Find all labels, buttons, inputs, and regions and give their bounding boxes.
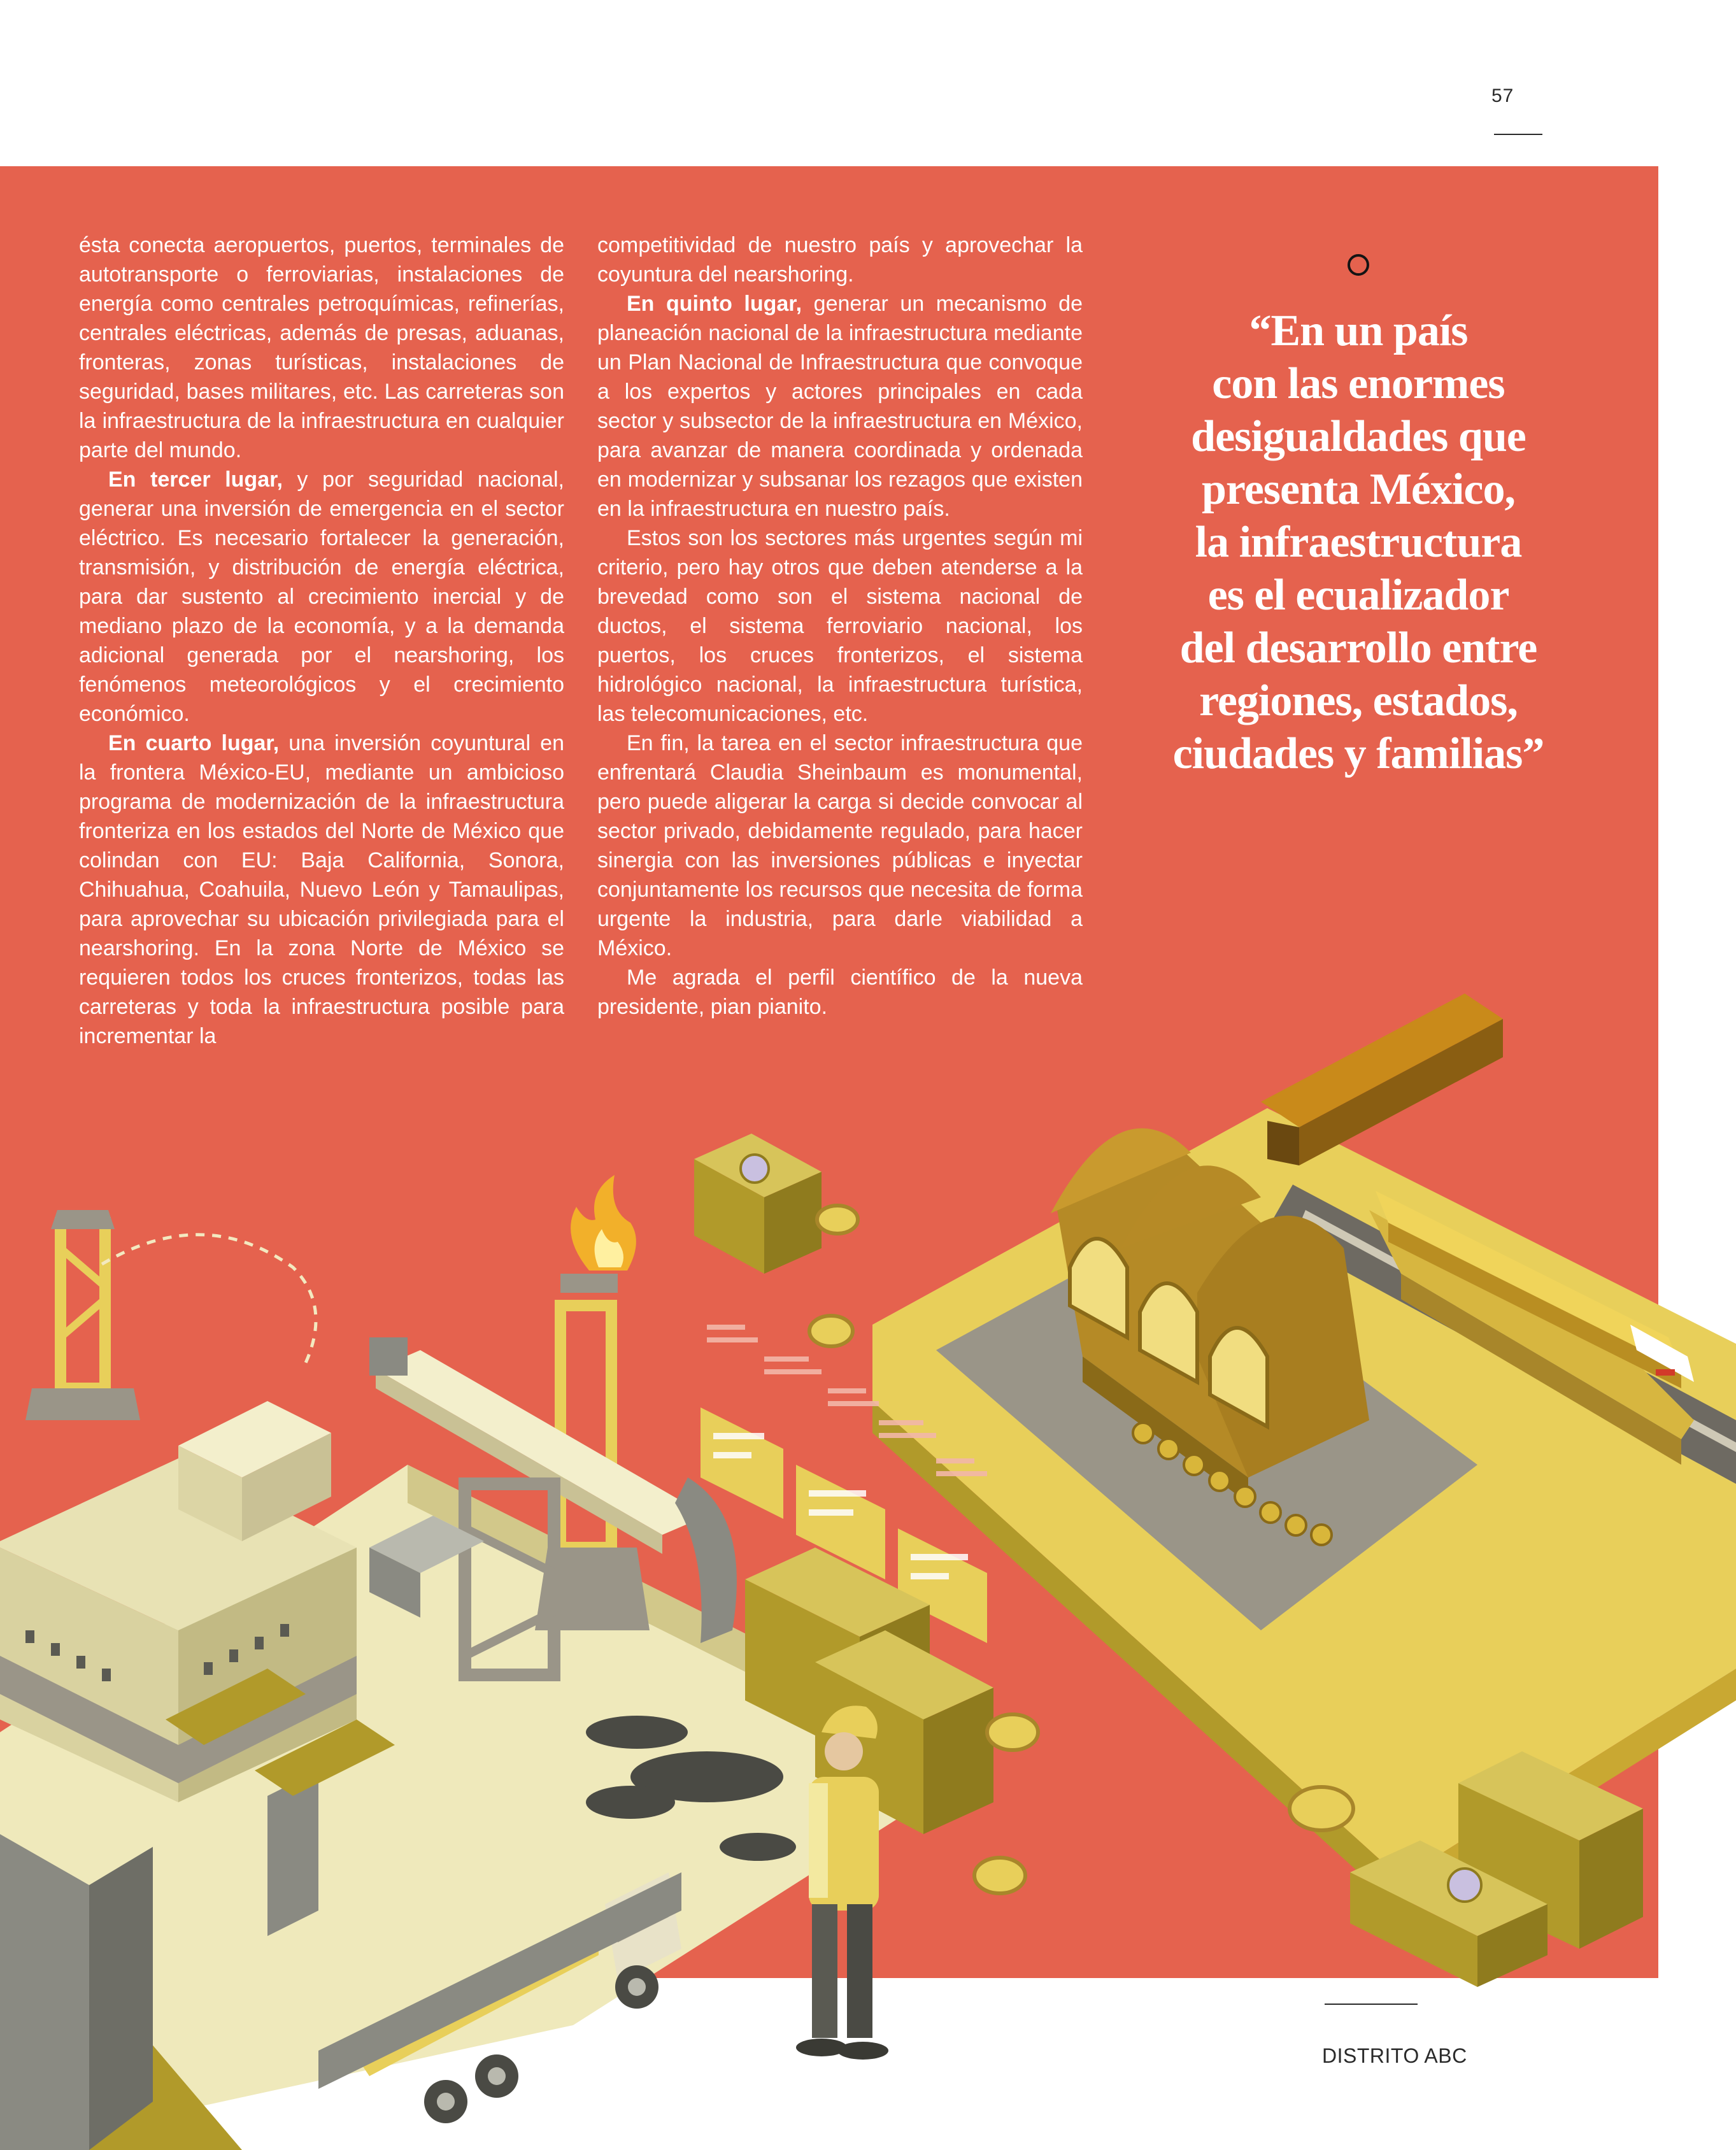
paragraph-lead: En cuarto lugar, — [108, 731, 280, 755]
paragraph: En fin, la tarea en el sector infraestructura que enfrentará Claudia Sheinbaum es monumental, pero puede aligerar la carga si decide convocar al sector privado, debidamente regulado, para hacer sinergia con las inversiones públicas e inyectar conjuntamente los recursos que necesita de forma urgente la industria, para darle viabilidad a México. — [597, 731, 1083, 960]
pull-quote-line: desigualdades que — [1191, 412, 1526, 461]
paragraph: En tercer lugar, y por seguridad nacional, generar una inversión de emergencia en el sector eléctrico. Es necesario fortalecer la generación, transmisión, y distribución de energía eléctrica, para dar sustento al crecimiento inercial y de mediano plazo de la economía, y a la demanda adicional generada por el nearshoring, los fenómenos meteorológicos y el crecimiento económico. — [79, 467, 565, 726]
paragraph: Me agrada el perfil científico de la nueva presidente, pian pianito. — [597, 965, 1083, 1019]
paragraph: ésta conecta aeropuertos, puertos, terminales de autotransporte o ferroviarias, instalaciones de energía como centrales petroquímicas, refinerías, centrales eléctricas, además de presas, aduanas, fronteras, zonas turísticas, instalaciones de seguridad, bases militares, etc. Las carreteras son la infraestructura de la infraestructura en cualquier parte del mundo. — [79, 233, 564, 462]
publication-name: DISTRITO ABC — [1322, 2044, 1467, 2067]
train-station-icon — [872, 993, 1736, 1911]
pull-quote-line: es el ecualizador — [1207, 571, 1509, 620]
pull-quote-line: la infraestructura — [1195, 518, 1522, 567]
flame-icon — [571, 1175, 636, 1271]
flame-tower-cap — [560, 1274, 618, 1293]
quote-circle-icon — [1348, 254, 1369, 276]
article-column-1 — [79, 231, 564, 1051]
pull-quote — [1151, 304, 1565, 780]
paragraph: competitividad de nuestro país y aprovechar la coyuntura del nearshoring. — [597, 233, 1083, 287]
header-rule — [1494, 134, 1542, 135]
pull-quote-line: regiones, estados, — [1199, 676, 1518, 725]
paragraph-lead: En tercer lugar, — [108, 467, 283, 492]
pull-quote-line: del desarrollo entre — [1179, 623, 1537, 673]
pull-quote-line: con las enormes — [1212, 359, 1505, 408]
infrastructure-illustration — [0, 981, 1736, 2150]
paragraph: Estos son los sectores más urgentes según mi criterio, pero hay otros que deben atenderse a la brevedad como son el sistema nacional de ductos, el sistema ferroviario nacional, los puertos, los cruces fronterizos, el sistema hidrológico nacional, la infraestructura turística, las telecomunicaciones, etc. — [597, 526, 1083, 726]
article-column-2 — [597, 231, 1083, 1022]
footer-rule — [1325, 2004, 1418, 2005]
paragraph: En quinto lugar, generar un mecanismo de planeación nacional de la infraestructura mediante un Plan Nacional de Infraestructura que convoque a los expertos y actores principales en cada sector y subsector de la infraestructura en México, para avanzar de manera coordinada y ordenada en modernizar y subsanar los rezagos que existen en la infraestructura en nuestro país. — [597, 292, 1083, 521]
paragraph-lead: En quinto lugar, — [627, 292, 802, 316]
page-number: 57 — [1491, 85, 1514, 106]
money-stack-icon — [694, 1134, 822, 1274]
pull-quote-line: ciudades y familias” — [1172, 729, 1544, 778]
pull-quote-line: “En un país — [1249, 306, 1468, 355]
paragraph: En cuarto lugar, una inversión coyuntural en la frontera México-EU, mediante un ambicioso programa de modernización de la infraestructura fronteriza en los estados del Norte de México que colindan con EU: Baja California, Sonora, Chihuahua, Coahuila, Nuevo León y Tamaulipas, para aprovechar su ubicación privilegiada para el nearshoring. En la zona Norte de México se requieren todos los cruces fronterizos, todas las carreteras y toda la infraestructura posible para incrementar la — [79, 731, 564, 1048]
pull-quote-line: presenta México, — [1201, 465, 1515, 514]
